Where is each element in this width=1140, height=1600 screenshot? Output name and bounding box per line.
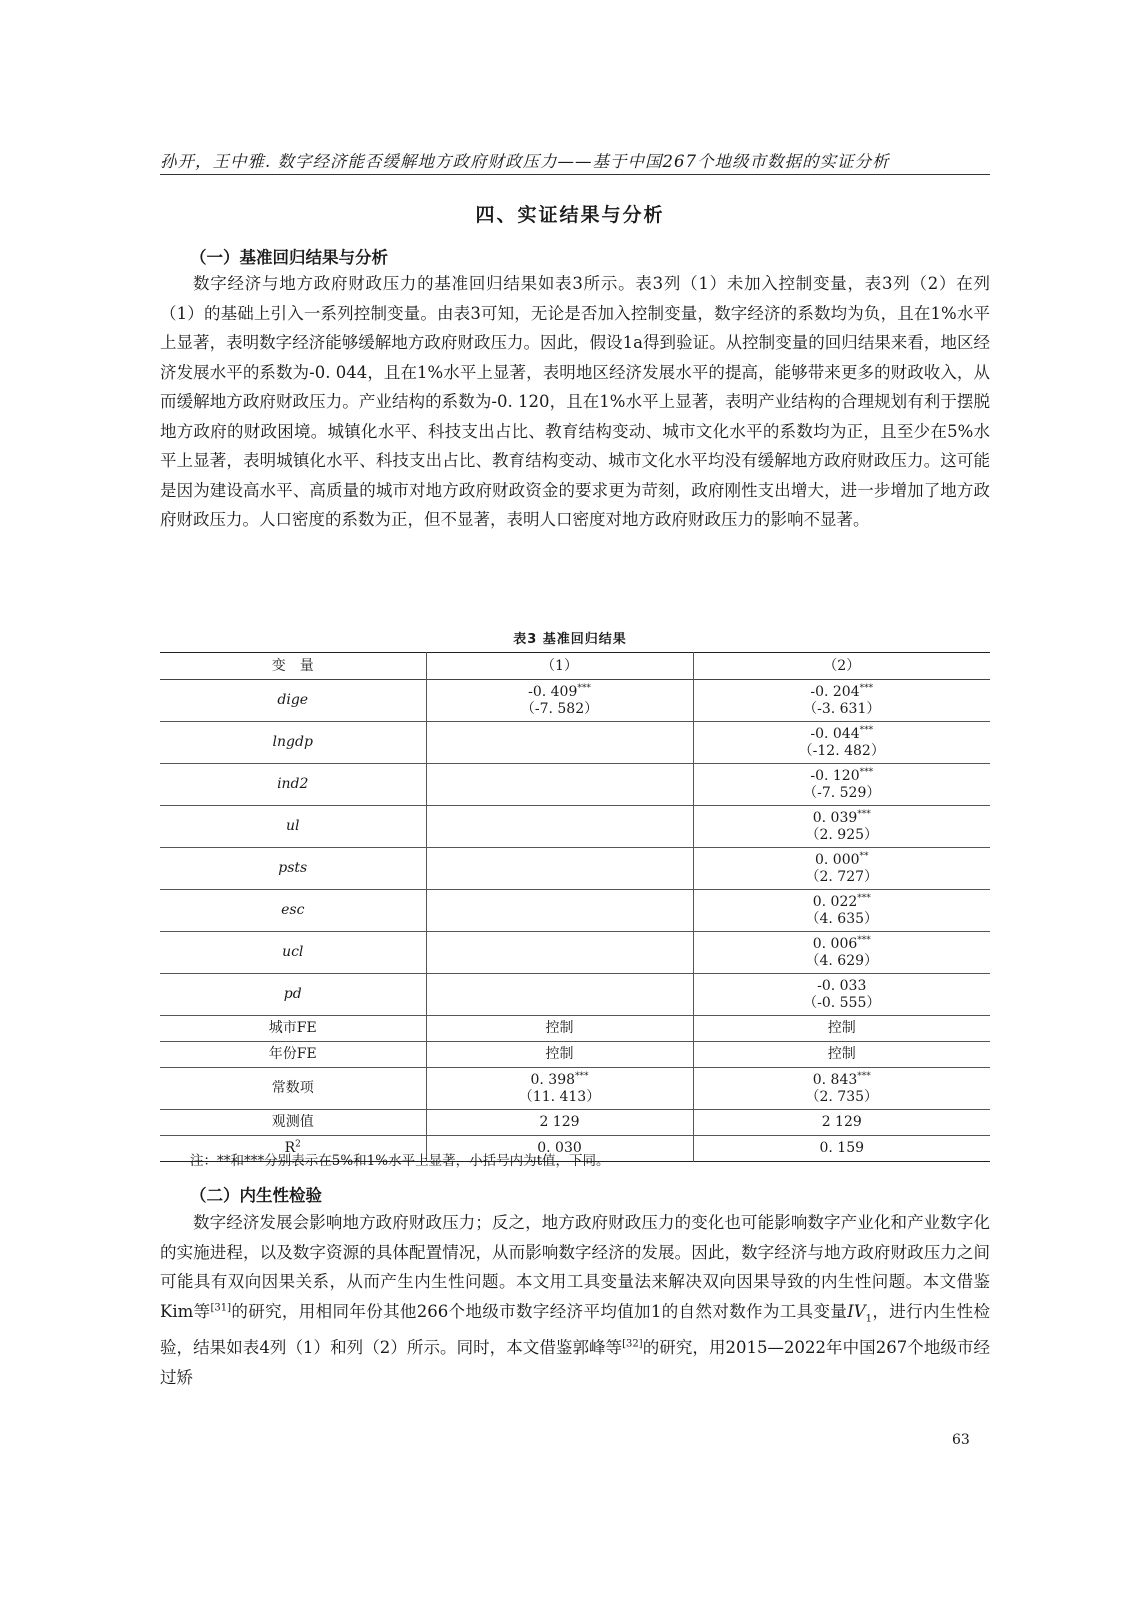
row-label: 常数项 [271,1080,314,1096]
cell-col2 [693,890,990,932]
table-note: 注：**和***分别表示在5%和1%水平上显著，小括号内为t值，下同。 [190,1153,610,1169]
significance-stars: *** [859,724,874,735]
table-row-ul [160,806,990,848]
coef-value: -0. 409 [528,683,578,700]
cell-col2 [693,974,990,1016]
significance-stars: *** [857,934,871,945]
citation: [31] [210,1302,231,1313]
row-label: 观测值 [271,1114,314,1130]
cell-col1 [426,722,693,764]
r-label: R [284,1140,296,1156]
cell-col1 [426,974,693,1016]
table-row-ucl [160,932,990,974]
t-value: （4. 635） [805,910,879,927]
cell-col1: 0. 030 [426,1136,693,1162]
significance-stars: *** [577,682,591,693]
t-value: （-3. 631） [803,700,881,717]
significance-stars: *** [575,1070,589,1081]
significance-stars: *** [857,892,871,903]
table-row-lngdp [160,722,990,764]
t-value: （-7. 529） [803,784,881,801]
variable-name: psts [278,860,308,876]
variable-name: ucl [282,944,304,960]
table-row-ind2 [160,764,990,806]
variable-name: lngdp [272,734,313,750]
coef-value: -0. 204 [810,683,860,700]
cell-col1: 控制 [426,1042,693,1068]
t-value: （2. 735） [805,1088,879,1105]
table-row-observations [160,1110,990,1136]
citation: [32] [622,1338,643,1350]
coef-value: 0. 000 [814,851,860,868]
subsection-title-baseline: （一）基准回归结果与分析 [190,248,388,267]
row-label: 城市FE [268,1020,317,1036]
t-value: （11. 413） [518,1088,601,1105]
variable-name: dige [277,692,309,708]
para-text: 的研究，用2015—2022年中国267个地级市经过矫 [160,1338,990,1387]
row-label: 年份FE [268,1046,317,1062]
table-row-pd [160,974,990,1016]
section-title: 四、实证结果与分析 [475,204,665,226]
header-col1: （1） [426,653,693,680]
table-row-psts [160,848,990,890]
cell-col1 [426,1068,693,1110]
significance-stars: *** [859,766,874,777]
paragraph-baseline-results: 数字经济与地方政府财政压力的基准回归结果如表3所示。表3列（1）未加入控制变量，表3列（2）在列（1）的基础上引入一系列控制变量。由表3可知，无论是否加入控制变量，数字经济的系数均为负，且在1%水平上显著，表明数字经济能够缓解地方政府财政压力。因此，假设1a得到验证。从控制变量的回归结果来看，地区经济发展水平的系数为-0. 044，且在1%水平上显著，表明地区经济发展水平的提高，能够带来更多的财政收入，从而缓解地方政府财政压力。产业结构的系数为-0. 120，且在1%水平上显著，表明产业结构的合理规划有利于摆脱地方政府的财政困境。城镇化水平、科技支出占比、教育结构变动、城市文化水平的系数均为正，且至少在5%水平上显著，表明城镇化水平、科技支出占比、教育结构变动、城市文化水平均没有缓解地方政府财政压力。这可能是因为建设高水平、高质量的城市对地方政府财政资金的要求更为苛刻，政府刚性支出增大，进一步增加了地方政府财政压力。人口密度的系数为正，但不显著，表明人口密度对地方政府财政压力的影响不显著。 [160,274,990,529]
cell-col2: 控制 [693,1042,990,1068]
cell-col2 [693,932,990,974]
cell-col1: 控制 [426,1016,693,1042]
t-value: （4. 629） [805,952,879,969]
para-text: 的研究，用相同年份其他266个地级市数字经济平均值加1的自然对数作为工具变量 [231,1301,848,1321]
t-value: （2. 925） [805,826,879,843]
cell-col2 [693,848,990,890]
t-value: （-12. 482） [798,742,885,759]
coef-value: 0. 006 [812,935,858,952]
coef-value: 0. 398 [530,1071,576,1088]
table-row-esc [160,890,990,932]
para-text: 数字经济发展会影响地方政府财政压力；反之，地方政府财政压力的变化也可能影响数字产业化和产业数字化的实施进程，以及数字资源的具体配置情况，从而影响数字经济的发展。因此，数字经济与地方政府财政压力之间可能具有双向因果关系，从而产生内生性问题。本文用工具变量法来解决双向因果导致的内生性问题。本文借鉴Kim等 [160,1213,990,1321]
cell-col2: 0. 159 [693,1136,990,1162]
regression-table [160,652,990,1162]
variable-name: esc [281,902,305,918]
cell-col2 [693,680,990,722]
cell-col2 [693,806,990,848]
table-row-constant [160,1068,990,1110]
table-row-dige [160,680,990,722]
variable-name: ul [286,818,300,834]
r-superscript: 2 [295,1139,301,1150]
header-variable: 变 量 [271,657,314,674]
t-value: （2. 727） [805,868,879,885]
table-caption: 表3 基准回归结果 [513,632,627,647]
significance-stars: *** [857,1070,871,1081]
table-row-year-fe [160,1042,990,1068]
coef-value: -0. 033 [817,977,867,994]
cell-col1 [426,764,693,806]
t-value: （-0. 555） [803,994,881,1011]
para-text: ，进行内生性检验，结果如表4列（1）和列（2）所示。同时，本文借鉴郭峰等 [160,1301,990,1358]
running-head: 孙开，王中雅. 数字经济能否缓解地方政府财政压力——基于中国267个地级市数据的实证分析 [160,152,890,171]
cell-col1 [426,890,693,932]
cell-col2 [693,722,990,764]
cell-col2: 2 129 [693,1110,990,1136]
cell-col2: 控制 [693,1016,990,1042]
coef-value: 0. 039 [812,809,858,826]
cell-col2 [693,764,990,806]
table-header-row [160,653,990,680]
coef-value: -0. 044 [810,725,860,742]
cell-col1: 2 129 [426,1110,693,1136]
cell-col1 [426,848,693,890]
cell-col1 [426,680,693,722]
page-number: 63 [952,1432,970,1448]
coef-value: -0. 120 [810,767,860,784]
cell-col2 [693,1068,990,1110]
paragraph-endogeneity [160,1208,990,1392]
significance-stars: ** [859,850,869,861]
t-value: （-7. 582） [520,700,599,717]
coef-value: 0. 843 [812,1071,858,1088]
variable-name: pd [283,986,302,1002]
cell-col1 [426,932,693,974]
header-rule [160,174,990,175]
coef-value: 0. 022 [812,893,858,910]
iv-subscript: 1 [865,1312,872,1324]
iv-symbol: IV [847,1301,866,1321]
table-row-city-fe [160,1016,990,1042]
subsection-title-endogeneity: （二）内生性检验 [190,1186,322,1205]
significance-stars: *** [859,682,874,693]
variable-name: ind2 [277,776,309,792]
significance-stars: *** [857,808,871,819]
cell-col1 [426,806,693,848]
header-col2: （2） [693,653,990,680]
